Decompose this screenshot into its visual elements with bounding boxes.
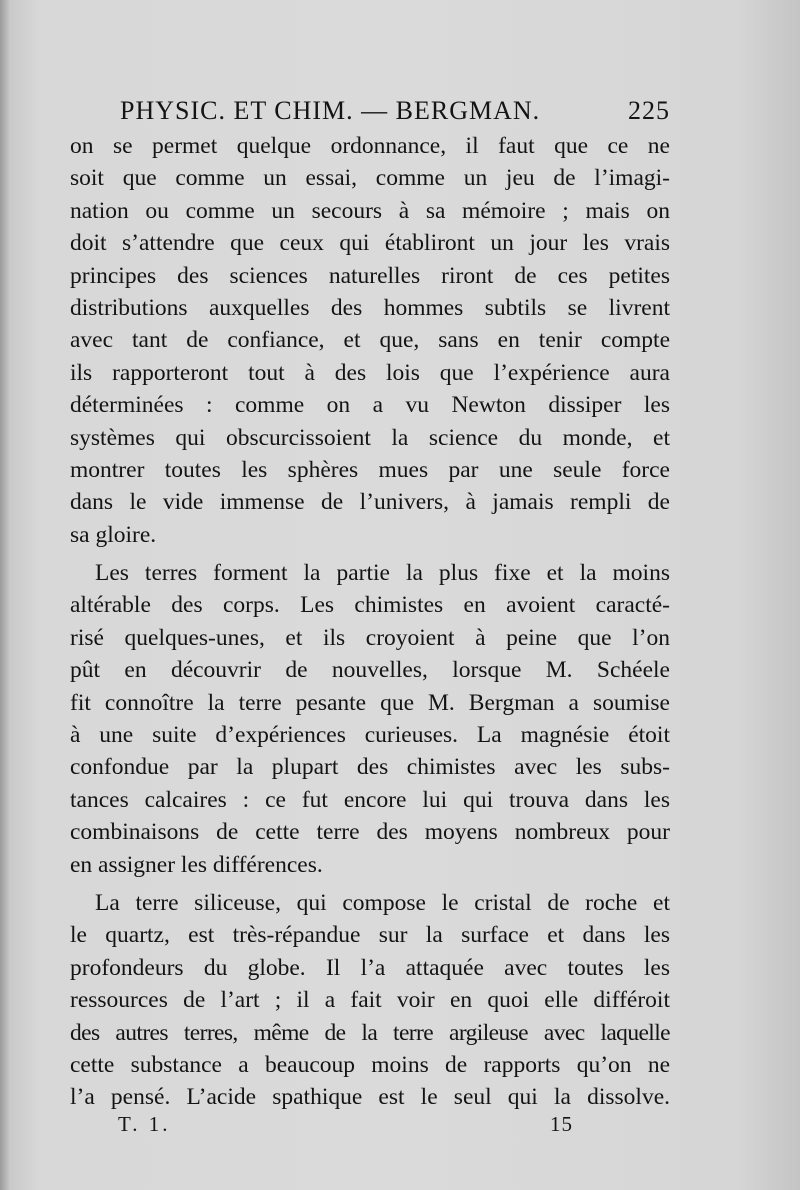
body-text — [70, 130, 670, 1114]
text-line: nation ou comme un secours à sa mémoire ; mais on — [70, 197, 670, 224]
text-line: à une suite d’expériences curieuses. La magnésie étoit — [70, 722, 670, 749]
text-line: profondeurs du globe. Il l’a attaquée avec toutes les — [70, 954, 670, 981]
text-line: pût en découvrir de nouvelles, lorsque M. Schéele — [70, 657, 670, 684]
text-line: on se permet quelque ordonnance, il faut que ce ne — [70, 133, 670, 159]
text-line: fit connoître la terre pesante que M. Bergman a soumise — [70, 689, 670, 716]
text-line: ils rapporteront tout à des lois que l’expérience aura — [70, 359, 670, 386]
text-line: déterminées : comme on a vu Newton dissiper les — [70, 392, 670, 419]
volume-mark: T. 1. — [118, 1112, 171, 1136]
running-title: PHYSIC. ET CHIM. — BERGMAN. — [120, 96, 541, 125]
text-line: La terre siliceuse, qui compose le cristal de roche et — [95, 889, 670, 916]
page-number: 225 — [628, 96, 670, 125]
text-line: en assigner les différences. — [70, 851, 323, 878]
running-header — [120, 96, 670, 126]
text-line: systèmes qui obscurcissoient la science du monde, et — [70, 424, 670, 451]
text-line: des autres terres, même de la terre argileuse avec laquelle — [70, 1019, 670, 1046]
text-line: confondue par la plupart des chimistes avec les subs- — [70, 754, 670, 781]
text-line: soit que comme un essai, comme un jeu de l’imagi- — [70, 165, 670, 192]
text-line: l’a pensé. L’acide spathique est le seul qui la dissolve. — [70, 1084, 670, 1111]
text-line: le quartz, est très-répandue sur la surface et dans les — [70, 922, 670, 949]
text-line: Les terres forment la partie la plus fixe et la moins — [95, 560, 670, 587]
text-line: doit s’attendre que ceux qui établiront un jour les vrais — [70, 230, 670, 257]
text-line: montrer toutes les sphères mues par une seule force — [70, 456, 670, 483]
paragraph — [70, 130, 670, 551]
text-line: principes des sciences naturelles riront de ces petites — [70, 262, 670, 289]
text-line: combinaisons de cette terre des moyens nombreux pour — [70, 819, 670, 846]
signature-mark: 15 — [550, 1112, 573, 1136]
text-line: distributions auxquelles des hommes subtils se livrent — [70, 294, 670, 321]
text-line: altérable des corps. Les chimistes en avoient caracté- — [70, 592, 670, 619]
paragraph — [70, 557, 670, 881]
text-line: sa gloire. — [70, 521, 157, 548]
text-line: ressources de l’art ; il a fait voir en quoi elle différoit — [70, 987, 670, 1014]
text-line: risé quelques-unes, et ils croyoient à peine que l’on — [70, 624, 670, 651]
paragraph — [70, 887, 670, 1114]
text-line: tances calcaires : ce fut encore lui qui trouva dans les — [70, 786, 670, 813]
text-line: dans le vide immense de l’univers, à jamais rempli de — [70, 489, 670, 516]
page-footer — [118, 1112, 573, 1137]
text-line: cette substance a beaucoup moins de rapports qu’on ne — [70, 1051, 670, 1078]
text-line: avec tant de confiance, et que, sans en tenir compte — [70, 327, 670, 354]
